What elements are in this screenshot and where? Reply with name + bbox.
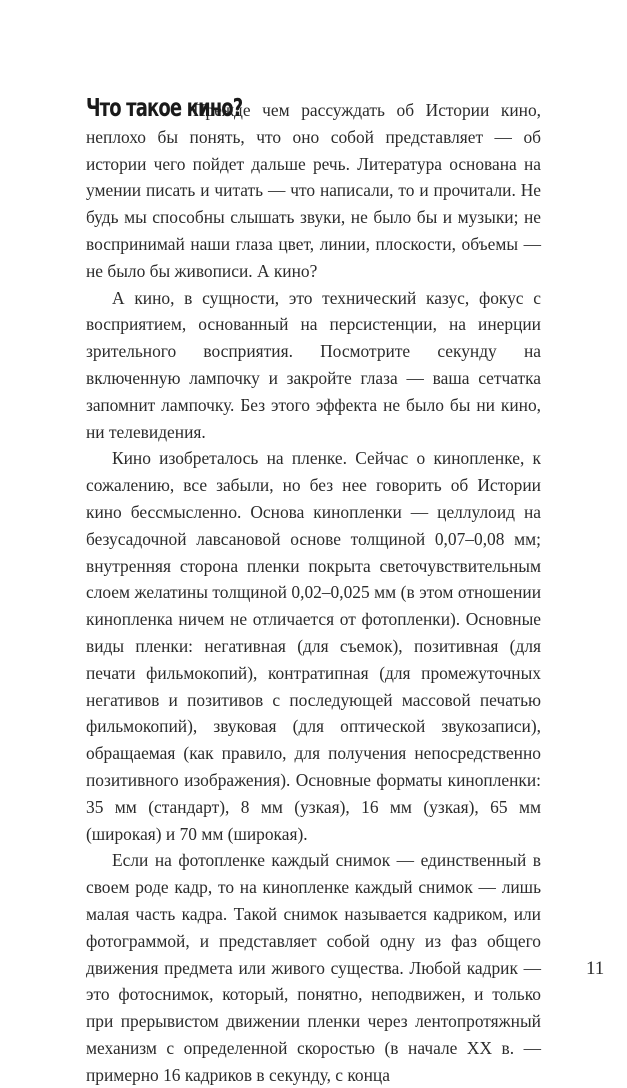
paragraph-3: Кино изобреталось на пленке. Сейчас о кинопленке, к сожалению, все забыли, но без нее говорить об Истории кино бессмысленно. Основа кинопленки — целлулоид на безусадочной лавсановой основе толщиной 0,07–0,08 мм; внутренняя сторона пленки покрыта светочувствительным слоем желатины толщиной 0,02–0,025 мм (в этом отношении кинопленка ничем не отличается от фотопленки). Основные виды пленки: негативная (для съемок), позитивная (для печати фильмокопий), контратипная (для промежуточных негативов и позитивов с последующей массовой печатью фильмокопий), звуковая (для оптической звукозаписи), обращаемая (как правило, для получения непосредственно позитивного изображения). Основные форматы кинопленки: 35 мм (стандарт), 8 мм (узкая), 16 мм (узкая), 65 мм (широкая) и 70 мм (широкая). [86,448,541,844]
body-text [86,95,541,1088]
section-heading: Что такое кино? [86,93,243,122]
paragraph-1 [86,95,541,285]
page-number: 11 [586,958,605,979]
paragraph-1-text: Прежде чем рассуждать об Истории кино, неплохо бы понять, что оно собой представляет — об истории чего пойдет дальше речь. Литература основана на умении писать и читать — что написали, то и прочитали. Не будь мы способны слышать звуки, не было бы и музыки; не воспринимай наши глаза цвет, линии, плоскости, объемы — не было бы живописи. А кино? [86,100,541,281]
paragraph-4: Если на фотопленке каждый снимок — единственный в своем роде кадр, то на кинопленке каждый снимок — лишь малая часть кадра. Такой снимок называется кадриком, или фотограммой, и представляет собой одну из фаз общего движения предмета или живого существа. Любой кадрик — это фотоснимок, который, понятно, неподвижен, и только при прерывистом движении пленки через лентопротяжный механизм с определенной скоростью (в начале XX в. — примерно 16 кадриков в секунду, с конца [86,850,541,1085]
paragraph-2: А кино, в сущности, это технический казус, фокус с восприятием, основанный на персистенции, на инерции зрительного восприятия. Посмотрите секунду на включенную лампочку и закройте глаза — ваша сетчатка запомнит лампочку. Без этого эффекта не было бы ни кино, ни телевидения. [86,287,541,442]
